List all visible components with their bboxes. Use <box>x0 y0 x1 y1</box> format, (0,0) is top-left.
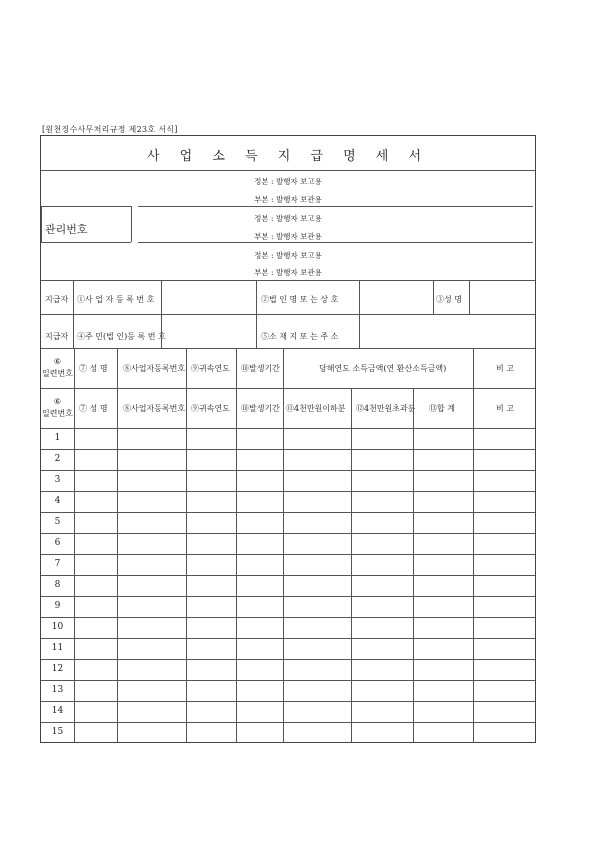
row-number: 6 <box>54 538 61 548</box>
col-header-name: ⑦ 성 명 <box>79 364 108 373</box>
col-header-under-40m: ⑪4천만원이하분 <box>286 404 346 413</box>
copy-label: 정본 : 발행자 보고용 <box>254 251 322 260</box>
page-title: 사 업 소 득 지 급 명 세 서 <box>146 149 430 164</box>
row-number: 11 <box>51 643 64 653</box>
copy-label: 부본 : 발행자 보관용 <box>254 268 322 277</box>
col-header-biz-no: ⑧사업자등록번호 <box>123 364 186 373</box>
row-divider <box>41 659 535 660</box>
row-number: 1 <box>54 433 61 443</box>
row-number: 13 <box>51 685 64 695</box>
col-header-serial: 일련번호 <box>42 409 73 418</box>
corp-name-label: ②법 인 명 또 는 상 호 <box>261 295 339 304</box>
copy-label: 부본 : 발행자 보관용 <box>254 232 322 241</box>
resident-no-label: ④주 민(법 인)등 록 번 호 <box>77 332 166 341</box>
row-number: 14 <box>51 706 64 716</box>
col-header-num: ⑥ <box>53 357 62 366</box>
col-header-num: ⑥ <box>53 397 62 406</box>
row-divider <box>41 617 535 618</box>
copy-label: 정본 : 발행자 보고용 <box>254 177 322 186</box>
col-header-total: ⑬합 계 <box>429 404 455 413</box>
row-divider <box>41 575 535 576</box>
col-header-period: ⑩발생기간 <box>241 364 280 373</box>
row-number: 8 <box>54 580 61 590</box>
row-divider <box>41 701 535 702</box>
row-divider <box>41 512 535 513</box>
row-divider <box>41 491 535 492</box>
row-divider <box>41 638 535 639</box>
col-header-biz-no: ⑧사업자등록번호 <box>123 404 186 413</box>
row-divider <box>41 722 535 723</box>
management-number-label: 관리번호 <box>45 223 88 236</box>
col-header-remarks: 비 고 <box>496 364 514 373</box>
row-number: 10 <box>51 622 64 632</box>
address-label: ⑤소 재 지 또 는 주 소 <box>261 332 339 341</box>
payer-label: 지급자 <box>45 332 69 341</box>
col-header-year: ⑨귀속연도 <box>191 404 230 413</box>
row-divider <box>41 449 535 450</box>
col-header-period: ⑩발생기간 <box>241 404 280 413</box>
col-header-remarks: 비 고 <box>496 404 514 413</box>
col-header-over-40m: ⑫4천만원초과분 <box>356 404 416 413</box>
col-header-year: ⑨귀속연도 <box>191 364 230 373</box>
row-number: 2 <box>54 454 61 464</box>
row-number: 12 <box>51 664 64 674</box>
form-label: [원천징수사무처리규정 제23호 서식] <box>42 125 178 134</box>
col-header-serial: 일련번호 <box>42 369 73 378</box>
row-divider <box>41 533 535 534</box>
row-number: 7 <box>54 559 61 569</box>
copy-label: 부본 : 발행자 보관용 <box>254 195 322 204</box>
name-label: ③성 명 <box>436 295 462 304</box>
row-number: 5 <box>54 517 61 527</box>
statement-form <box>40 135 536 743</box>
row-divider <box>41 596 535 597</box>
row-number: 3 <box>54 475 61 485</box>
payer-label: 지급자 <box>45 295 69 304</box>
col-header-income: 당해연도 소득금액(연 환산소득금액) <box>319 364 447 373</box>
row-divider <box>41 554 535 555</box>
row-divider <box>41 470 535 471</box>
row-number: 9 <box>54 601 61 611</box>
row-number: 4 <box>54 496 61 506</box>
row-divider <box>41 680 535 681</box>
copy-label: 정본 : 발행자 보고용 <box>254 214 322 223</box>
row-number: 15 <box>51 727 64 737</box>
col-header-name: ⑦ 성 명 <box>79 404 108 413</box>
biz-reg-no-label: ①사 업 자 등 록 번 호 <box>77 295 155 304</box>
